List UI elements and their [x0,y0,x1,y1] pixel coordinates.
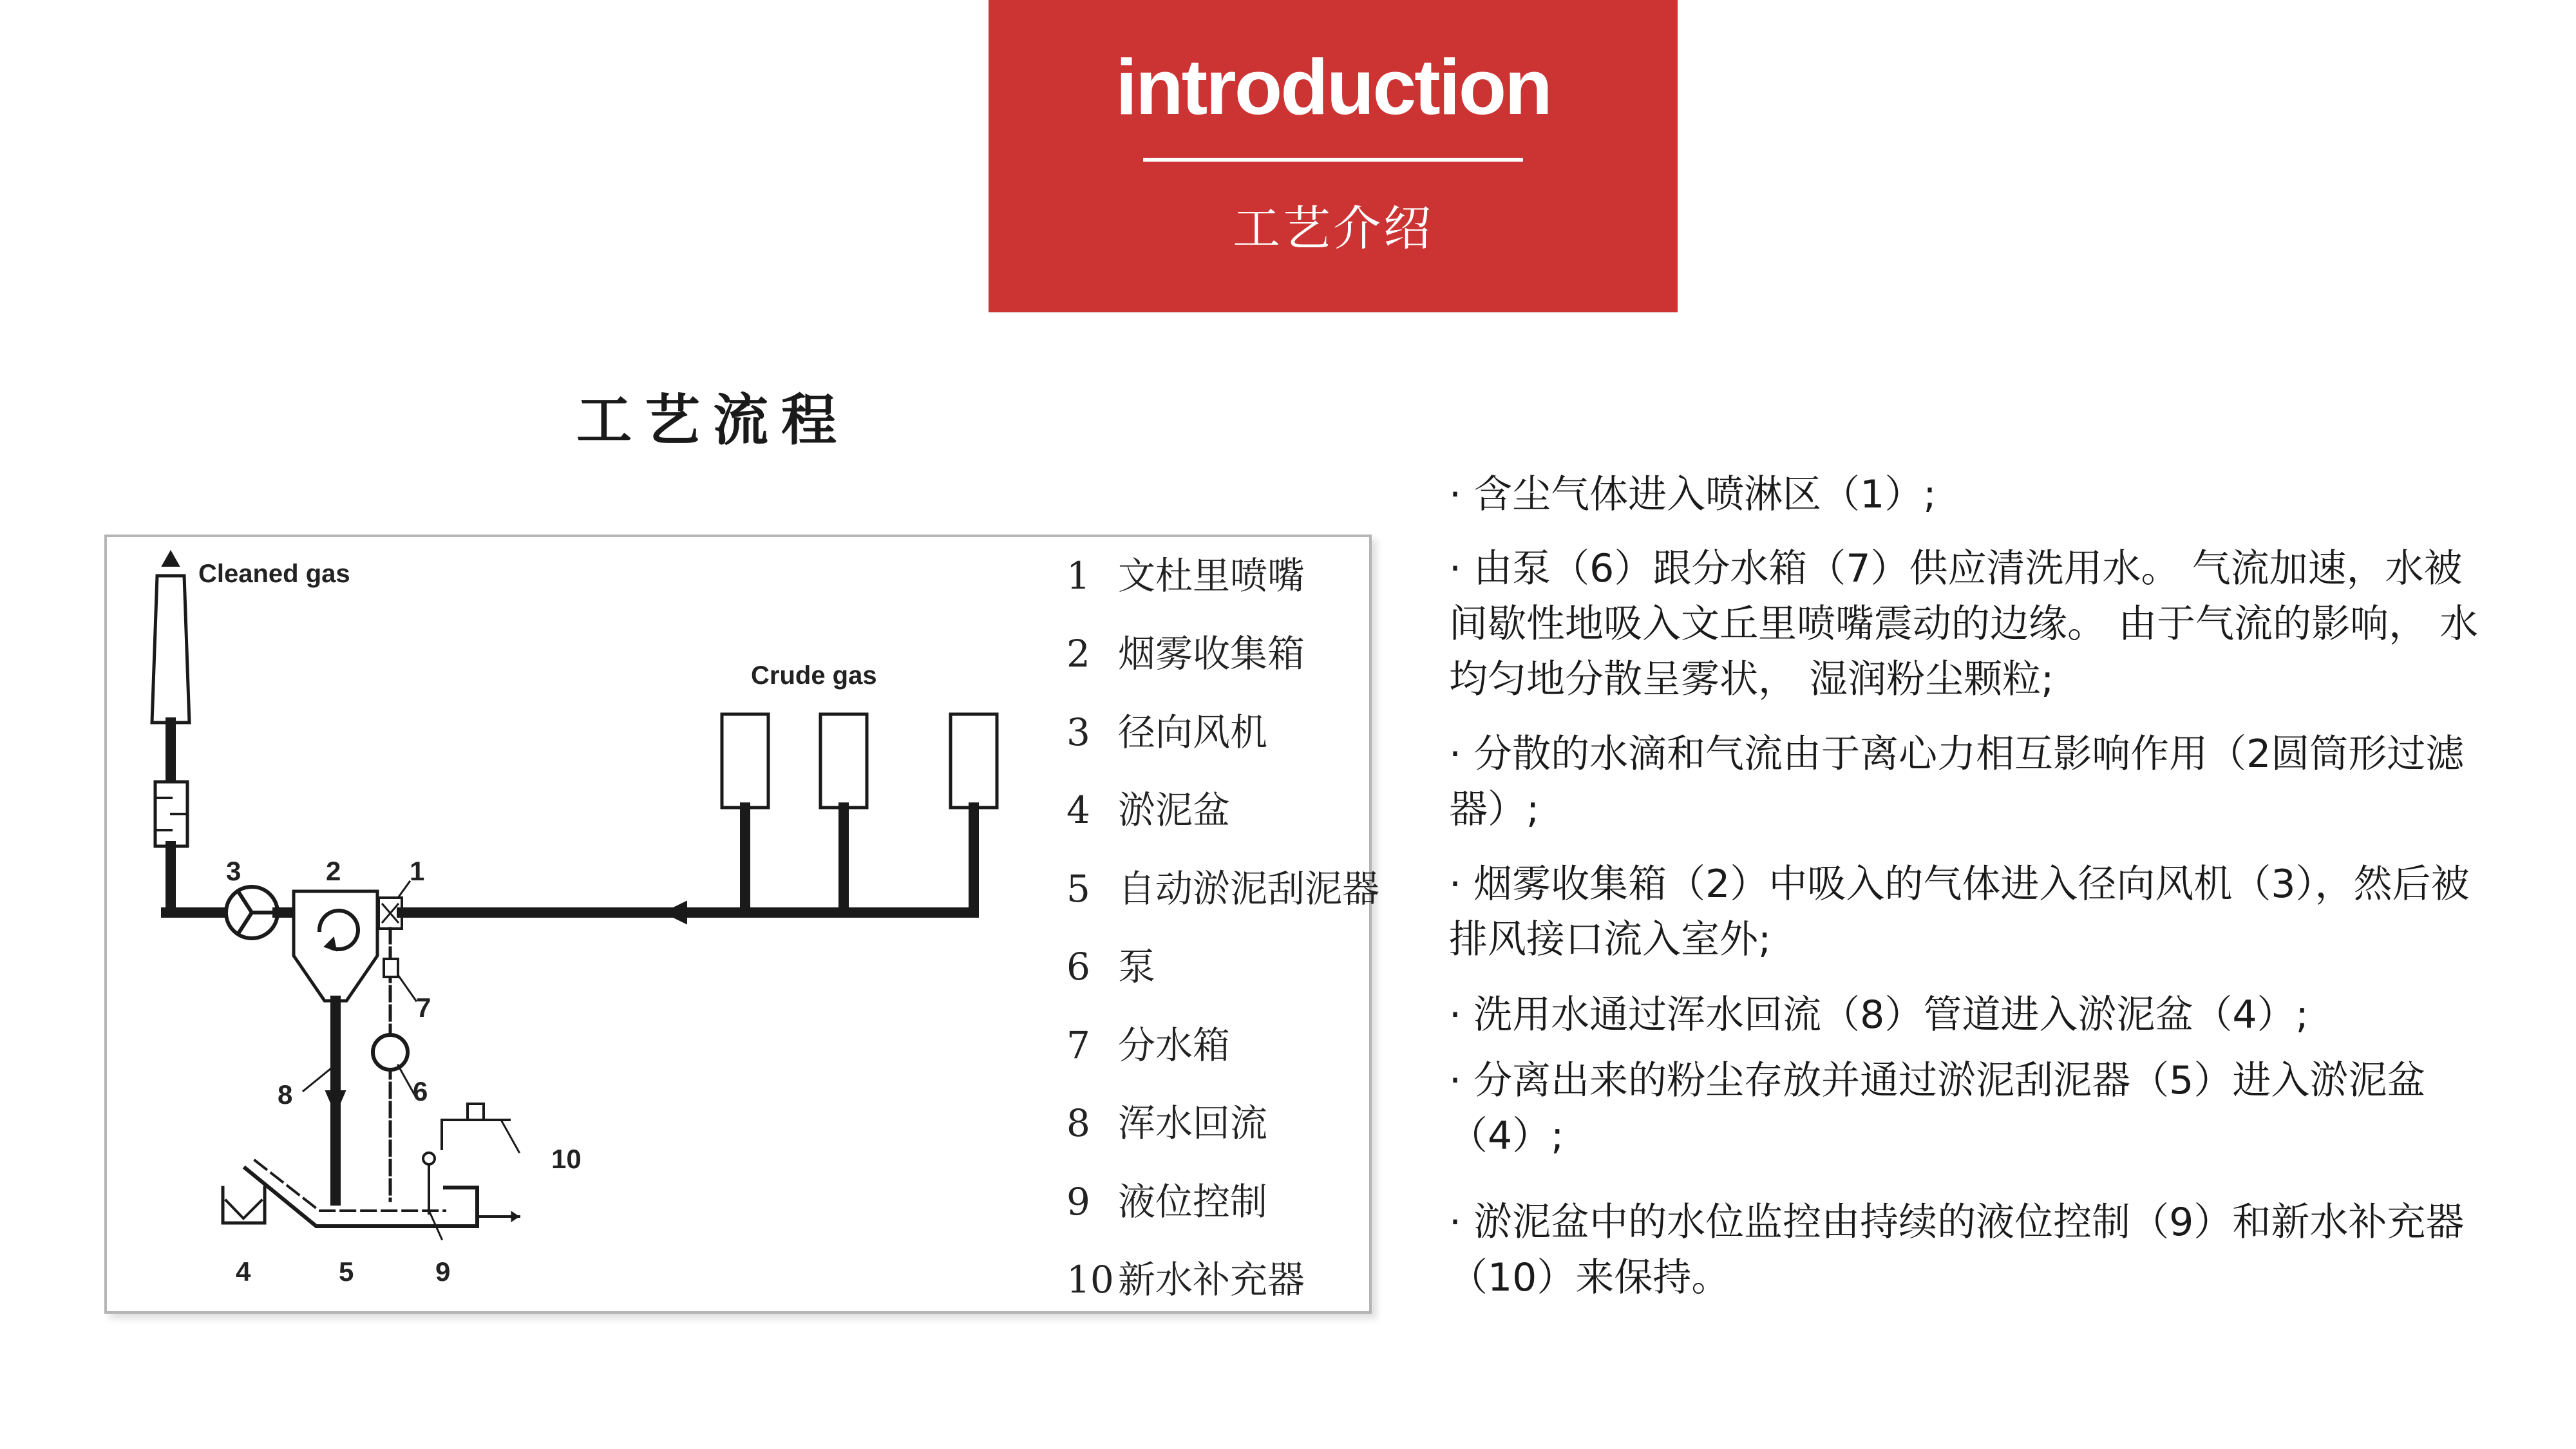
header-banner [989,0,1678,312]
callout-5: 5 [339,1256,354,1287]
header-title: introduction [1115,43,1551,131]
legend-text: 烟雾收集箱 [1118,632,1305,676]
legend-text: 浑水回流 [1118,1101,1268,1145]
legend-item [1066,1097,1267,1149]
sludge-basin-tank [245,1168,477,1226]
process-diagram-figure [104,535,1380,1314]
description-item: · 淤泥盆中的水位监控由持续的液位控制（9）和新水补充器（10）来保持。 [1449,1200,2465,1300]
crude-gas-label: Crude gas [751,661,877,690]
legend-text: 自动淤泥刮泥器 [1118,867,1380,911]
legend-text: 液位控制 [1118,1180,1268,1224]
water-distribution-box [384,959,398,977]
description-item: · 洗用水通过浑水回流（8）管道进入淤泥盆（4）; [1449,992,2309,1037]
legend-number: 5 [1066,867,1090,911]
legend-number: 6 [1066,945,1090,989]
legend-text: 文杜里喷嘴 [1118,554,1305,598]
legend-number: 2 [1066,632,1090,676]
legend-item [1066,1176,1267,1227]
cleaned-gas-label: Cleaned gas [198,560,350,588]
description-item: · 分散的水滴和气流由于离心力相互影响作用（2圆筒形过滤器）; [1449,732,2465,832]
callout-6: 6 [413,1076,428,1106]
crude-gas-source-2 [820,714,867,808]
legend-number: 3 [1066,710,1090,754]
description-item: · 分离出来的粉尘存放并通过淤泥刮泥器（5）进入淤泥盆（4）; [1449,1058,2426,1159]
legend-text: 泵 [1118,945,1156,989]
process-flow-diagram [107,537,1163,1311]
callout-8: 8 [278,1079,293,1110]
legend-text: 径向风机 [1118,710,1268,754]
callout-9: 9 [435,1256,451,1287]
chimney-shape [152,576,189,723]
callout-7: 7 [416,992,431,1023]
legend-item [1066,1019,1230,1071]
section-title: 工艺流程 [576,388,849,453]
legend-number: 9 [1066,1180,1090,1224]
chimney-cap-icon [162,551,179,566]
flow-arrow-icon [664,902,687,923]
description-item: · 含尘气体进入喷淋区（1）; [1449,472,1937,517]
callout-3: 3 [226,856,242,886]
crude-gas-source-3 [951,714,997,808]
callout-10: 10 [551,1144,582,1174]
pump-icon [373,1035,408,1070]
header-subtitle: 工艺介绍 [1233,201,1434,256]
legend-text: 新水补充器 [1118,1258,1305,1302]
legend-item [1066,941,1155,992]
callout-2: 2 [326,856,341,886]
legend-item [1066,706,1267,758]
legend-item [1066,784,1230,836]
header-divider [1143,158,1523,162]
description-item: · 烟雾收集箱（2）中吸入的气体进入径向风机（3），然后被排风接口流入室外; [1449,862,2470,962]
legend-item [1066,550,1305,601]
legend-number: 8 [1066,1101,1090,1145]
crude-gas-source-1 [722,714,768,808]
legend-item [1066,863,1379,914]
callout-1: 1 [410,856,425,886]
callout-4: 4 [236,1256,251,1287]
legend-text: 分水箱 [1118,1023,1231,1067]
legend-number: 4 [1066,788,1090,832]
legend-number: 10 [1066,1258,1114,1302]
legend-number: 1 [1066,554,1090,598]
fresh-water-refill [442,1104,509,1149]
legend-number: 7 [1066,1023,1090,1067]
legend-item [1066,1254,1305,1305]
description-item: · 由泵（6）跟分水箱（7）供应清洗用水。 气流加速，水被间歇性地吸入文丘里喷嘴震动的边缘。 由于气流的影响， 水均匀地分散呈雾状， 湿润粉尘颗粒; [1449,546,2479,702]
legend-item [1066,628,1305,679]
legend-text: 淤泥盆 [1118,788,1231,832]
